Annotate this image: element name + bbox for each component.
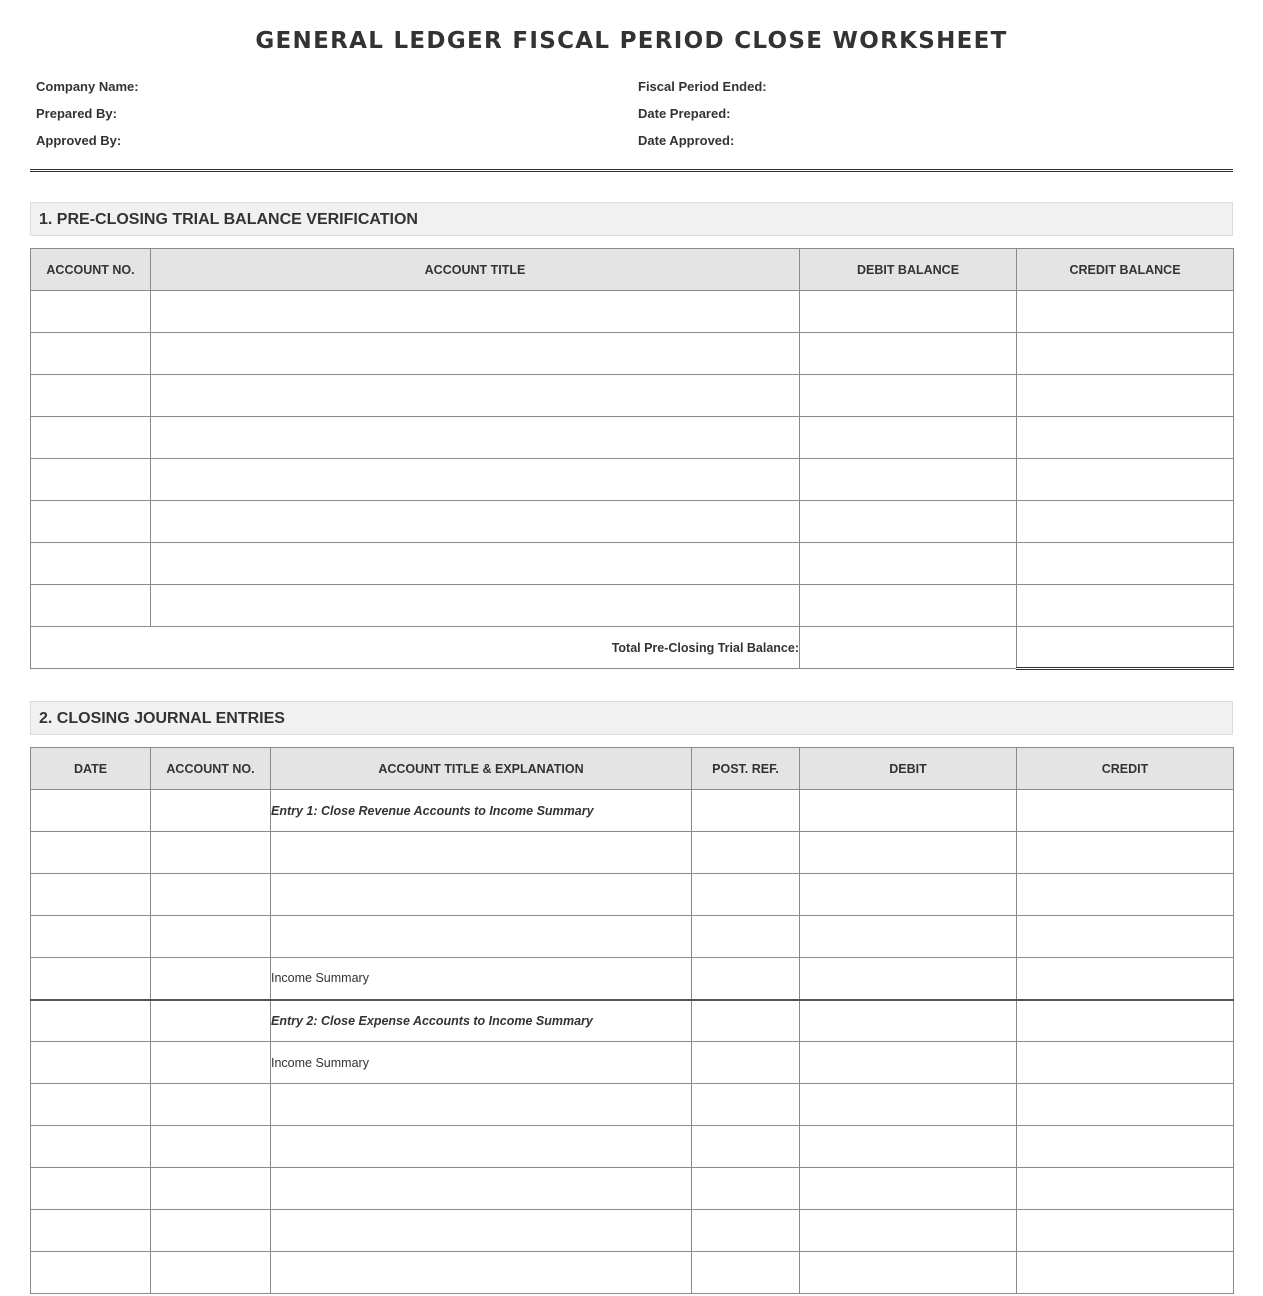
debit-cell[interactable] [800,1000,1017,1042]
account-no-cell[interactable] [151,1126,271,1168]
post-ref-cell[interactable] [692,874,800,916]
credit-balance-cell[interactable] [1017,459,1234,501]
debit-balance-cell[interactable] [800,585,1017,627]
account-title-cell[interactable] [151,333,800,375]
debit-cell[interactable] [800,790,1017,832]
table-row [31,1042,1234,1084]
account-no-cell[interactable] [31,375,151,417]
account-no-cell[interactable] [151,1042,271,1084]
table-row [31,790,1234,832]
closing-entries-table [30,747,1234,1294]
date-cell[interactable] [31,1252,151,1294]
table-row [31,1252,1234,1294]
debit-cell[interactable] [800,1210,1017,1252]
table-row [31,333,1234,375]
table-row [31,916,1234,958]
debit-balance-cell[interactable] [800,333,1017,375]
account-no-cell[interactable] [151,1000,271,1042]
post-ref-cell[interactable] [692,790,800,832]
col-credit: CREDIT [1017,748,1234,790]
post-ref-cell[interactable] [692,1084,800,1126]
entry-2-income-summary: Income Summary [271,1042,692,1084]
credit-cell[interactable] [1017,1168,1234,1210]
col-account-no: ACCOUNT NO. [31,249,151,291]
post-ref-cell[interactable] [692,958,800,1000]
table-row [31,874,1234,916]
date-cell[interactable] [31,916,151,958]
table-row [31,1126,1234,1168]
credit-balance-cell[interactable] [1017,501,1234,543]
debit-cell[interactable] [800,832,1017,874]
col-post-ref: POST. REF. [692,748,800,790]
post-ref-cell[interactable] [692,1126,800,1168]
debit-cell[interactable] [800,1084,1017,1126]
debit-balance-cell[interactable] [800,501,1017,543]
col-debit-balance: DEBIT BALANCE [800,249,1017,291]
table-row [31,1168,1234,1210]
account-title-cell[interactable] [271,832,692,874]
table-row [31,375,1234,417]
post-ref-cell[interactable] [692,1042,800,1084]
table-row [31,585,1234,627]
account-no-cell[interactable] [31,333,151,375]
credit-balance-cell[interactable] [1017,375,1234,417]
entry-1-income-summary: Income Summary [271,958,692,1000]
date-cell[interactable] [31,790,151,832]
credit-cell[interactable] [1017,916,1234,958]
credit-cell[interactable] [1017,1000,1234,1042]
credit-balance-cell[interactable] [1017,291,1234,333]
col-account-title-explanation: ACCOUNT TITLE & EXPLANATION [271,748,692,790]
debit-balance-cell[interactable] [800,543,1017,585]
trial-balance-header-row [31,249,1234,291]
credit-cell[interactable] [1017,1126,1234,1168]
account-no-cell[interactable] [31,501,151,543]
debit-balance-cell[interactable] [800,375,1017,417]
account-title-cell[interactable] [271,1084,692,1126]
credit-cell[interactable] [1017,1042,1234,1084]
account-title-cell[interactable] [271,1126,692,1168]
total-credit-cell[interactable] [1017,627,1234,669]
debit-balance-cell[interactable] [800,459,1017,501]
total-row [31,627,1234,669]
date-prepared-label: Date Prepared: [638,106,731,121]
account-title-cell[interactable] [151,543,800,585]
col-debit: DEBIT [800,748,1017,790]
account-title-cell[interactable] [271,916,692,958]
account-title-cell[interactable] [151,585,800,627]
table-row [31,832,1234,874]
table-row [31,958,1234,1000]
table-row [31,1084,1234,1126]
table-row [31,543,1234,585]
account-no-cell[interactable] [151,1252,271,1294]
col-account-title: ACCOUNT TITLE [151,249,800,291]
post-ref-cell[interactable] [692,1252,800,1294]
debit-cell[interactable] [800,1168,1017,1210]
account-title-cell[interactable] [151,417,800,459]
trial-balance-table [30,248,1234,670]
credit-cell[interactable] [1017,1210,1234,1252]
closing-entries-header-row [31,748,1234,790]
col-credit-balance: CREDIT BALANCE [1017,249,1234,291]
entry-1-title: Entry 1: Close Revenue Accounts to Income Summary [271,790,692,832]
date-cell[interactable] [31,1168,151,1210]
post-ref-cell[interactable] [692,916,800,958]
debit-cell[interactable] [800,874,1017,916]
table-row [31,459,1234,501]
col-date: DATE [31,748,151,790]
account-title-cell[interactable] [151,459,800,501]
total-debit-cell[interactable] [800,627,1017,669]
account-no-cell[interactable] [151,832,271,874]
debit-balance-cell[interactable] [800,291,1017,333]
account-title-cell[interactable] [151,291,800,333]
credit-cell[interactable] [1017,790,1234,832]
account-no-cell[interactable] [151,874,271,916]
table-row [31,291,1234,333]
date-cell[interactable] [31,1000,151,1042]
credit-balance-cell[interactable] [1017,585,1234,627]
date-cell[interactable] [31,958,151,1000]
account-no-cell[interactable] [151,1084,271,1126]
debit-balance-cell[interactable] [800,417,1017,459]
prepared-by-label: Prepared By: [36,106,117,121]
date-cell[interactable] [31,1126,151,1168]
post-ref-cell[interactable] [692,1210,800,1252]
entry-2-title: Entry 2: Close Expense Accounts to Income Summary [271,1000,692,1042]
post-ref-cell[interactable] [692,1000,800,1042]
date-cell[interactable] [31,874,151,916]
worksheet-title: GENERAL LEDGER FISCAL PERIOD CLOSE WORKSHEET [255,28,1008,54]
debit-cell[interactable] [800,958,1017,1000]
table-row [31,501,1234,543]
account-no-cell[interactable] [151,1168,271,1210]
date-cell[interactable] [31,1210,151,1252]
post-ref-cell[interactable] [692,1168,800,1210]
approved-by-label: Approved By: [36,133,122,148]
account-title-cell[interactable] [151,501,800,543]
date-cell[interactable] [31,1084,151,1126]
section-1-header: 1. PRE-CLOSING TRIAL BALANCE VERIFICATION [30,202,1233,236]
debit-cell[interactable] [800,1252,1017,1294]
debit-cell[interactable] [800,1042,1017,1084]
account-title-cell[interactable] [271,874,692,916]
account-title-cell[interactable] [151,375,800,417]
credit-balance-cell[interactable] [1017,543,1234,585]
account-no-cell[interactable] [31,291,151,333]
table-row [31,417,1234,459]
total-pre-closing-label: Total Pre-Closing Trial Balance: [31,627,800,669]
section-2-header: 2. CLOSING JOURNAL ENTRIES [30,701,1233,735]
credit-cell[interactable] [1017,1252,1234,1294]
col-account-no: ACCOUNT NO. [151,748,271,790]
account-no-cell[interactable] [151,790,271,832]
account-no-cell[interactable] [31,459,151,501]
account-no-cell[interactable] [151,958,271,1000]
post-ref-cell[interactable] [692,832,800,874]
credit-balance-cell[interactable] [1017,417,1234,459]
debit-cell[interactable] [800,1126,1017,1168]
account-title-cell[interactable] [271,1210,692,1252]
account-no-cell[interactable] [31,417,151,459]
header-double-rule [30,169,1233,172]
account-no-cell[interactable] [151,1210,271,1252]
date-approved-label: Date Approved: [638,133,735,148]
debit-cell[interactable] [800,916,1017,958]
account-no-cell[interactable] [31,543,151,585]
credit-cell[interactable] [1017,874,1234,916]
date-cell[interactable] [31,832,151,874]
credit-cell[interactable] [1017,1084,1234,1126]
fiscal-period-ended-label: Fiscal Period Ended: [638,79,767,94]
account-title-cell[interactable] [271,1168,692,1210]
credit-cell[interactable] [1017,958,1234,1000]
company-name-label: Company Name: [36,79,139,94]
credit-balance-cell[interactable] [1017,333,1234,375]
credit-cell[interactable] [1017,832,1234,874]
date-cell[interactable] [31,1042,151,1084]
account-no-cell[interactable] [31,585,151,627]
account-title-cell[interactable] [271,1252,692,1294]
account-no-cell[interactable] [151,916,271,958]
table-row [31,1210,1234,1252]
table-row [31,1000,1234,1042]
